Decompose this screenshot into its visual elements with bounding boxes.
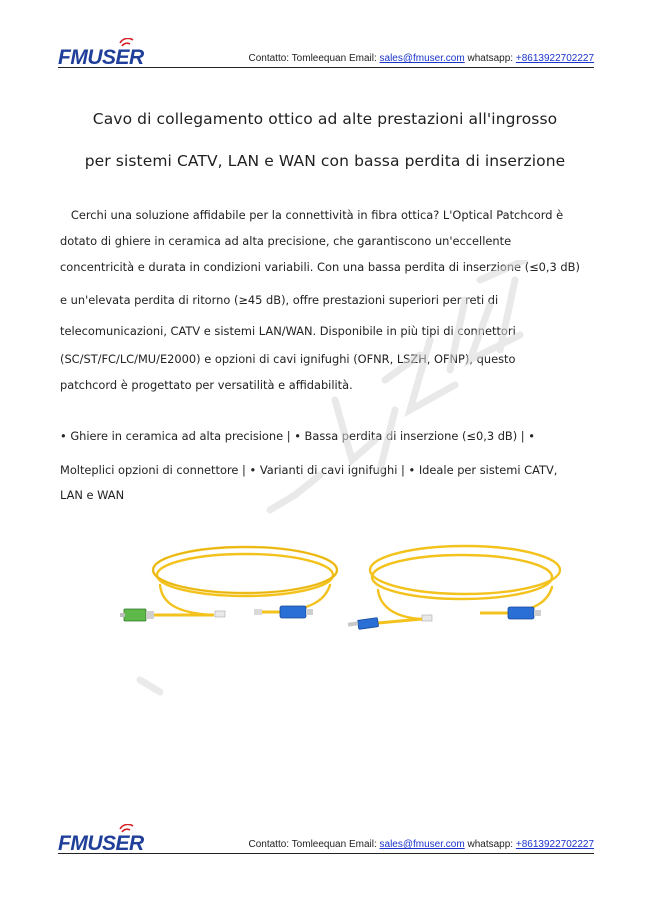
svg-text:FMUSER: FMUSER [58, 46, 144, 68]
description-line: telecomunicazioni, CATV e sistemi LAN/WAN. Disponibile in più tipi di connettori [60, 324, 516, 338]
description-line: (SC/ST/FC/LC/MU/E2000) e opzioni di cavi ignifughi (OFNR, LSZH, OFNP), questo [60, 352, 516, 366]
footer-divider [58, 853, 594, 854]
header-contact [249, 53, 595, 64]
whatsapp-link[interactable]: +8613922702227 [515, 839, 594, 850]
features-line: Molteplici opzioni di connettore | • Varianti di cavi ignifughi | • Ideale per sistemi CATV, [60, 463, 558, 477]
fmuser-logo [58, 38, 158, 68]
page-footer [58, 824, 594, 854]
contact-label: Contatto: Tomleequan Email: [248, 839, 377, 850]
contact-label: Contatto: Tomleequan Email: [248, 53, 377, 64]
page-title-line-1: Cavo di collegamento ottico ad alte prestazioni all'ingrosso [92, 110, 558, 128]
page-title-line-2: per sistemi CATV, LAN e WAN con bassa perdita di inserzione [84, 152, 566, 170]
patchcord-photo-sc-apc-sc-upc [120, 535, 370, 645]
description-line: dotato di ghiere in ceramica ad alta precisione, che garantiscono un'eccellente [60, 234, 512, 248]
description-line: patchcord è progettato per versatilità e affidabilità. [60, 378, 353, 392]
description-line: Cerchi una soluzione affidabile per la connettività in fibra ottica? L'Optical Patchcord è [60, 208, 564, 222]
footer-contact [249, 839, 595, 850]
patchcord-photo-lc-sc-upc [340, 535, 590, 645]
email-link[interactable]: sales@fmuser.com [379, 53, 465, 64]
page-header [58, 38, 594, 68]
features-line: LAN e WAN [60, 488, 125, 502]
header-divider [58, 67, 594, 68]
fmuser-logo [58, 824, 158, 854]
features-line: • Ghiere in ceramica ad alta precisione | • Bassa perdita di inserzione (≤0,3 dB) | • [60, 429, 535, 443]
whatsapp-link[interactable]: +8613922702227 [515, 53, 594, 64]
description-line: e un'elevata perdita di ritorno (≥45 dB), offre prestazioni superiori per reti di [60, 293, 499, 307]
whatsapp-label: whatsapp: [467, 53, 514, 64]
svg-text:FMUSER: FMUSER [58, 832, 144, 854]
description-line: concentricità e durata in condizioni variabili. Con una bassa perdita di inserzione (≤0,3 dB) [60, 260, 580, 274]
whatsapp-label: whatsapp: [467, 839, 514, 850]
email-link[interactable]: sales@fmuser.com [379, 839, 465, 850]
